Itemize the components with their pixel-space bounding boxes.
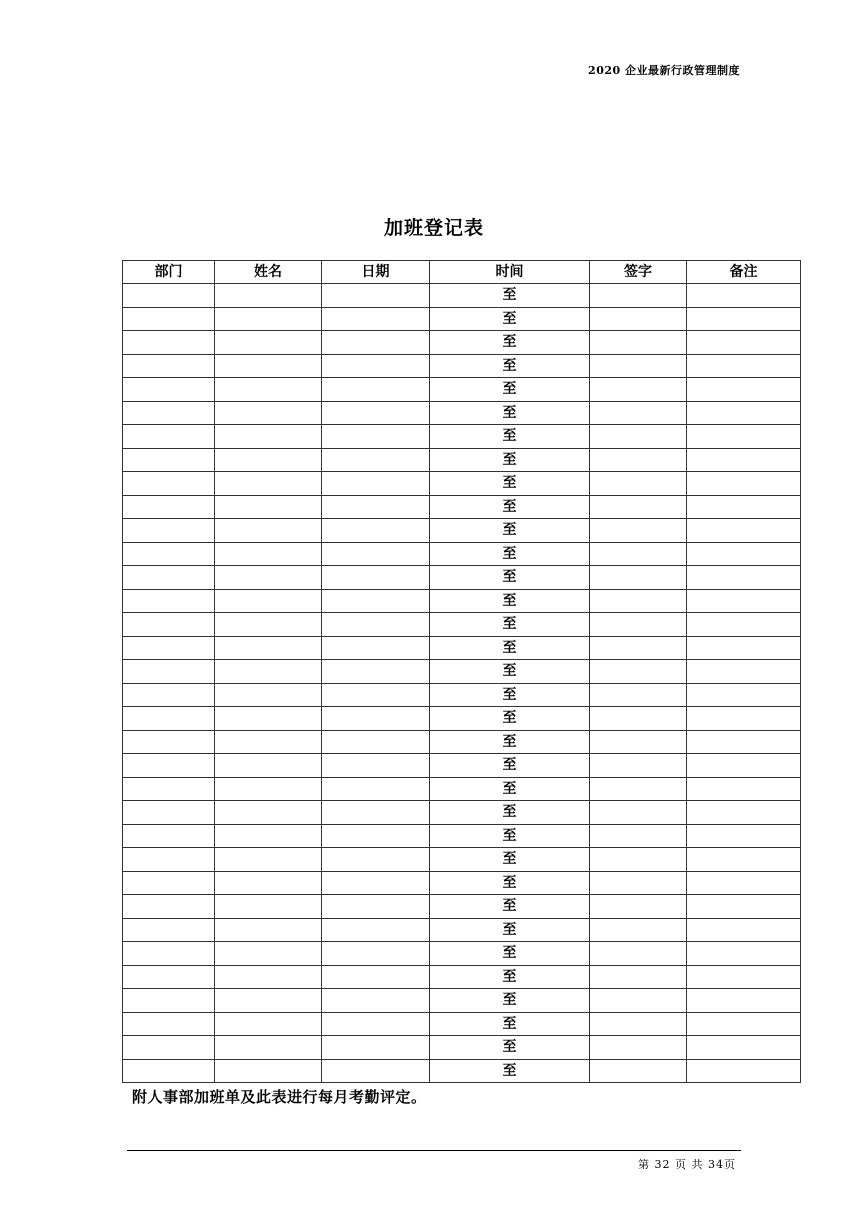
time-separator: 至 bbox=[502, 334, 517, 351]
table-row bbox=[123, 636, 801, 660]
table-row bbox=[123, 448, 801, 472]
table-row bbox=[123, 425, 801, 449]
table-row bbox=[123, 824, 801, 848]
date-cell[interactable] bbox=[322, 801, 430, 825]
time-separator: 至 bbox=[502, 451, 517, 468]
date-cell[interactable] bbox=[322, 707, 430, 731]
department-cell[interactable] bbox=[123, 401, 215, 425]
remarks-cell[interactable] bbox=[687, 1059, 801, 1083]
name-cell[interactable] bbox=[215, 542, 322, 566]
signature-cell[interactable] bbox=[590, 918, 687, 942]
department-cell[interactable] bbox=[123, 848, 215, 872]
remarks-cell[interactable] bbox=[687, 284, 801, 308]
signature-cell[interactable] bbox=[590, 542, 687, 566]
signature-cell[interactable] bbox=[590, 589, 687, 613]
table-row bbox=[123, 495, 801, 519]
remarks-cell[interactable] bbox=[687, 519, 801, 543]
date-cell[interactable] bbox=[322, 519, 430, 543]
signature-cell[interactable] bbox=[590, 1012, 687, 1036]
time-separator: 至 bbox=[502, 757, 517, 774]
time-cell[interactable] bbox=[430, 284, 590, 308]
signature-cell[interactable] bbox=[590, 660, 687, 684]
date-cell[interactable] bbox=[322, 871, 430, 895]
date-cell[interactable] bbox=[322, 284, 430, 308]
time-cell[interactable] bbox=[430, 871, 590, 895]
time-separator: 至 bbox=[502, 475, 517, 492]
remarks-cell[interactable] bbox=[687, 495, 801, 519]
time-cell[interactable] bbox=[430, 918, 590, 942]
department-cell[interactable] bbox=[123, 1012, 215, 1036]
time-cell[interactable] bbox=[430, 965, 590, 989]
table-row bbox=[123, 566, 801, 590]
date-cell[interactable] bbox=[322, 754, 430, 778]
name-cell[interactable] bbox=[215, 354, 322, 378]
signature-cell[interactable] bbox=[590, 284, 687, 308]
time-cell[interactable] bbox=[430, 613, 590, 637]
date-cell[interactable] bbox=[322, 895, 430, 919]
time-separator: 至 bbox=[502, 639, 517, 656]
signature-cell[interactable] bbox=[590, 1059, 687, 1083]
date-cell[interactable] bbox=[322, 660, 430, 684]
signature-cell[interactable] bbox=[590, 707, 687, 731]
remarks-cell[interactable] bbox=[687, 942, 801, 966]
table-row bbox=[123, 1059, 801, 1083]
time-cell[interactable] bbox=[430, 730, 590, 754]
time-separator: 至 bbox=[502, 921, 517, 938]
remarks-cell[interactable] bbox=[687, 589, 801, 613]
table-row bbox=[123, 589, 801, 613]
name-cell[interactable] bbox=[215, 918, 322, 942]
time-separator: 至 bbox=[502, 357, 517, 374]
date-cell[interactable] bbox=[322, 495, 430, 519]
time-separator: 至 bbox=[502, 992, 517, 1009]
time-separator: 至 bbox=[502, 1015, 517, 1032]
name-cell[interactable] bbox=[215, 284, 322, 308]
time-separator: 至 bbox=[502, 498, 517, 515]
date-cell[interactable] bbox=[322, 566, 430, 590]
date-cell[interactable] bbox=[322, 1059, 430, 1083]
department-cell[interactable] bbox=[123, 613, 215, 637]
remarks-cell[interactable] bbox=[687, 1012, 801, 1036]
name-cell[interactable] bbox=[215, 660, 322, 684]
date-cell[interactable] bbox=[322, 613, 430, 637]
time-cell[interactable] bbox=[430, 707, 590, 731]
remarks-cell[interactable] bbox=[687, 989, 801, 1013]
time-cell[interactable] bbox=[430, 942, 590, 966]
table-row bbox=[123, 660, 801, 684]
name-cell[interactable] bbox=[215, 472, 322, 496]
signature-cell[interactable] bbox=[590, 331, 687, 355]
remarks-cell[interactable] bbox=[687, 730, 801, 754]
date-cell[interactable] bbox=[322, 965, 430, 989]
time-cell[interactable] bbox=[430, 448, 590, 472]
signature-cell[interactable] bbox=[590, 989, 687, 1013]
table-row bbox=[123, 1012, 801, 1036]
department-cell[interactable] bbox=[123, 871, 215, 895]
date-cell[interactable] bbox=[322, 542, 430, 566]
column-header-remarks: 备注 bbox=[687, 261, 801, 284]
table-row bbox=[123, 284, 801, 308]
name-cell[interactable] bbox=[215, 448, 322, 472]
table-row bbox=[123, 519, 801, 543]
table-row bbox=[123, 613, 801, 637]
signature-cell[interactable] bbox=[590, 307, 687, 331]
department-cell[interactable] bbox=[123, 472, 215, 496]
name-cell[interactable] bbox=[215, 895, 322, 919]
time-cell[interactable] bbox=[430, 331, 590, 355]
department-cell[interactable] bbox=[123, 566, 215, 590]
remarks-cell[interactable] bbox=[687, 871, 801, 895]
time-separator: 至 bbox=[502, 545, 517, 562]
time-separator: 至 bbox=[502, 663, 517, 680]
department-cell[interactable] bbox=[123, 284, 215, 308]
name-cell[interactable] bbox=[215, 801, 322, 825]
time-cell[interactable] bbox=[430, 754, 590, 778]
name-cell[interactable] bbox=[215, 1059, 322, 1083]
table-row bbox=[123, 378, 801, 402]
date-cell[interactable] bbox=[322, 989, 430, 1013]
column-header-name: 姓名 bbox=[215, 261, 322, 284]
time-cell[interactable] bbox=[430, 519, 590, 543]
time-separator: 至 bbox=[502, 522, 517, 539]
table-row bbox=[123, 918, 801, 942]
time-separator: 至 bbox=[502, 616, 517, 633]
time-separator: 至 bbox=[502, 287, 517, 304]
signature-cell[interactable] bbox=[590, 895, 687, 919]
date-cell[interactable] bbox=[322, 354, 430, 378]
time-cell[interactable] bbox=[430, 425, 590, 449]
department-cell[interactable] bbox=[123, 495, 215, 519]
remarks-cell[interactable] bbox=[687, 354, 801, 378]
table-row bbox=[123, 895, 801, 919]
time-cell[interactable] bbox=[430, 1012, 590, 1036]
signature-cell[interactable] bbox=[590, 683, 687, 707]
name-cell[interactable] bbox=[215, 871, 322, 895]
remarks-cell[interactable] bbox=[687, 965, 801, 989]
name-cell[interactable] bbox=[215, 425, 322, 449]
remarks-cell[interactable] bbox=[687, 754, 801, 778]
time-separator: 至 bbox=[502, 874, 517, 891]
remarks-cell[interactable] bbox=[687, 613, 801, 637]
table-row bbox=[123, 331, 801, 355]
date-cell[interactable] bbox=[322, 824, 430, 848]
time-separator: 至 bbox=[502, 733, 517, 750]
time-separator: 至 bbox=[502, 686, 517, 703]
table-body bbox=[123, 284, 801, 1083]
footer-divider bbox=[127, 1150, 741, 1151]
time-separator: 至 bbox=[502, 1062, 517, 1079]
remarks-cell[interactable] bbox=[687, 918, 801, 942]
signature-cell[interactable] bbox=[590, 942, 687, 966]
name-cell[interactable] bbox=[215, 1036, 322, 1060]
remarks-cell[interactable] bbox=[687, 425, 801, 449]
time-cell[interactable] bbox=[430, 307, 590, 331]
name-cell[interactable] bbox=[215, 965, 322, 989]
time-separator: 至 bbox=[502, 404, 517, 421]
department-cell[interactable] bbox=[123, 448, 215, 472]
name-cell[interactable] bbox=[215, 1012, 322, 1036]
time-separator: 至 bbox=[502, 381, 517, 398]
department-cell[interactable] bbox=[123, 754, 215, 778]
document-title: 加班登记表 bbox=[383, 217, 484, 239]
date-cell[interactable] bbox=[322, 448, 430, 472]
signature-cell[interactable] bbox=[590, 401, 687, 425]
time-separator: 至 bbox=[502, 804, 517, 821]
table-row bbox=[123, 542, 801, 566]
time-cell[interactable] bbox=[430, 824, 590, 848]
table-row bbox=[123, 683, 801, 707]
time-cell[interactable] bbox=[430, 895, 590, 919]
remarks-cell[interactable] bbox=[687, 636, 801, 660]
department-cell[interactable] bbox=[123, 331, 215, 355]
signature-cell[interactable] bbox=[590, 566, 687, 590]
department-cell[interactable] bbox=[123, 942, 215, 966]
remarks-cell[interactable] bbox=[687, 472, 801, 496]
department-cell[interactable] bbox=[123, 378, 215, 402]
name-cell[interactable] bbox=[215, 754, 322, 778]
remarks-cell[interactable] bbox=[687, 566, 801, 590]
date-cell[interactable] bbox=[322, 683, 430, 707]
time-separator: 至 bbox=[502, 569, 517, 586]
time-cell[interactable] bbox=[430, 378, 590, 402]
overtime-register-table bbox=[122, 260, 801, 1083]
name-cell[interactable] bbox=[215, 683, 322, 707]
department-cell[interactable] bbox=[123, 777, 215, 801]
date-cell[interactable] bbox=[322, 942, 430, 966]
remarks-cell[interactable] bbox=[687, 801, 801, 825]
time-cell[interactable] bbox=[430, 542, 590, 566]
remarks-cell[interactable] bbox=[687, 401, 801, 425]
signature-cell[interactable] bbox=[590, 519, 687, 543]
column-header-signature: 签字 bbox=[590, 261, 687, 284]
table-row bbox=[123, 777, 801, 801]
department-cell[interactable] bbox=[123, 589, 215, 613]
department-cell[interactable] bbox=[123, 425, 215, 449]
time-cell[interactable] bbox=[430, 660, 590, 684]
time-separator: 至 bbox=[502, 1039, 517, 1056]
name-cell[interactable] bbox=[215, 307, 322, 331]
department-cell[interactable] bbox=[123, 965, 215, 989]
signature-cell[interactable] bbox=[590, 965, 687, 989]
time-cell[interactable] bbox=[430, 801, 590, 825]
remarks-cell[interactable] bbox=[687, 1036, 801, 1060]
table-row bbox=[123, 871, 801, 895]
date-cell[interactable] bbox=[322, 401, 430, 425]
date-cell[interactable] bbox=[322, 307, 430, 331]
signature-cell[interactable] bbox=[590, 1036, 687, 1060]
signature-cell[interactable] bbox=[590, 354, 687, 378]
name-cell[interactable] bbox=[215, 707, 322, 731]
date-cell[interactable] bbox=[322, 1012, 430, 1036]
signature-cell[interactable] bbox=[590, 801, 687, 825]
department-cell[interactable] bbox=[123, 895, 215, 919]
remarks-cell[interactable] bbox=[687, 848, 801, 872]
signature-cell[interactable] bbox=[590, 730, 687, 754]
remarks-cell[interactable] bbox=[687, 378, 801, 402]
time-cell[interactable] bbox=[430, 848, 590, 872]
name-cell[interactable] bbox=[215, 824, 322, 848]
name-cell[interactable] bbox=[215, 378, 322, 402]
time-separator: 至 bbox=[502, 827, 517, 844]
name-cell[interactable] bbox=[215, 495, 322, 519]
name-cell[interactable] bbox=[215, 989, 322, 1013]
name-cell[interactable] bbox=[215, 730, 322, 754]
remarks-cell[interactable] bbox=[687, 660, 801, 684]
table-row bbox=[123, 472, 801, 496]
time-cell[interactable] bbox=[430, 401, 590, 425]
time-cell[interactable] bbox=[430, 989, 590, 1013]
date-cell[interactable] bbox=[322, 848, 430, 872]
table-row bbox=[123, 707, 801, 731]
date-cell[interactable] bbox=[322, 777, 430, 801]
department-cell[interactable] bbox=[123, 1036, 215, 1060]
time-cell[interactable] bbox=[430, 472, 590, 496]
department-cell[interactable] bbox=[123, 683, 215, 707]
table-row bbox=[123, 848, 801, 872]
page-number: 第 32 页 共 34页 bbox=[638, 1158, 736, 1171]
remarks-cell[interactable] bbox=[687, 307, 801, 331]
table-row bbox=[123, 965, 801, 989]
time-separator: 至 bbox=[502, 968, 517, 985]
time-cell[interactable] bbox=[430, 1036, 590, 1060]
signature-cell[interactable] bbox=[590, 848, 687, 872]
remarks-cell[interactable] bbox=[687, 777, 801, 801]
table-row bbox=[123, 942, 801, 966]
time-separator: 至 bbox=[502, 310, 517, 327]
remarks-cell[interactable] bbox=[687, 707, 801, 731]
name-cell[interactable] bbox=[215, 566, 322, 590]
remarks-cell[interactable] bbox=[687, 824, 801, 848]
signature-cell[interactable] bbox=[590, 871, 687, 895]
signature-cell[interactable] bbox=[590, 613, 687, 637]
name-cell[interactable] bbox=[215, 848, 322, 872]
signature-cell[interactable] bbox=[590, 777, 687, 801]
table-row bbox=[123, 989, 801, 1013]
signature-cell[interactable] bbox=[590, 495, 687, 519]
department-cell[interactable] bbox=[123, 519, 215, 543]
department-cell[interactable] bbox=[123, 307, 215, 331]
time-cell[interactable] bbox=[430, 495, 590, 519]
time-cell[interactable] bbox=[430, 636, 590, 660]
department-cell[interactable] bbox=[123, 636, 215, 660]
time-cell[interactable] bbox=[430, 354, 590, 378]
table-row bbox=[123, 401, 801, 425]
name-cell[interactable] bbox=[215, 636, 322, 660]
table-row bbox=[123, 1036, 801, 1060]
signature-cell[interactable] bbox=[590, 636, 687, 660]
table-row bbox=[123, 754, 801, 778]
date-cell[interactable] bbox=[322, 636, 430, 660]
time-cell[interactable] bbox=[430, 683, 590, 707]
department-cell[interactable] bbox=[123, 707, 215, 731]
date-cell[interactable] bbox=[322, 472, 430, 496]
signature-cell[interactable] bbox=[590, 824, 687, 848]
date-cell[interactable] bbox=[322, 918, 430, 942]
department-cell[interactable] bbox=[123, 801, 215, 825]
name-cell[interactable] bbox=[215, 401, 322, 425]
date-cell[interactable] bbox=[322, 1036, 430, 1060]
date-cell[interactable] bbox=[322, 589, 430, 613]
name-cell[interactable] bbox=[215, 777, 322, 801]
time-separator: 至 bbox=[502, 710, 517, 727]
signature-cell[interactable] bbox=[590, 425, 687, 449]
name-cell[interactable] bbox=[215, 613, 322, 637]
table-row bbox=[123, 730, 801, 754]
time-cell[interactable] bbox=[430, 777, 590, 801]
signature-cell[interactable] bbox=[590, 448, 687, 472]
department-cell[interactable] bbox=[123, 1059, 215, 1083]
department-cell[interactable] bbox=[123, 824, 215, 848]
department-cell[interactable] bbox=[123, 542, 215, 566]
footnote-text: 附人事部加班单及此表进行每月考勤评定。 bbox=[132, 1088, 427, 1106]
date-cell[interactable] bbox=[322, 378, 430, 402]
remarks-cell[interactable] bbox=[687, 448, 801, 472]
time-cell[interactable] bbox=[430, 566, 590, 590]
name-cell[interactable] bbox=[215, 589, 322, 613]
time-cell[interactable] bbox=[430, 589, 590, 613]
date-cell[interactable] bbox=[322, 331, 430, 355]
column-header-department: 部门 bbox=[123, 261, 215, 284]
date-cell[interactable] bbox=[322, 425, 430, 449]
time-separator: 至 bbox=[502, 592, 517, 609]
remarks-cell[interactable] bbox=[687, 895, 801, 919]
department-cell[interactable] bbox=[123, 354, 215, 378]
time-separator: 至 bbox=[502, 428, 517, 445]
time-separator: 至 bbox=[502, 851, 517, 868]
remarks-cell[interactable] bbox=[687, 683, 801, 707]
running-header-title: 2020 企业最新行政管理制度 bbox=[588, 64, 740, 77]
department-cell[interactable] bbox=[123, 989, 215, 1013]
column-header-time: 时间 bbox=[430, 261, 590, 284]
signature-cell[interactable] bbox=[590, 754, 687, 778]
name-cell[interactable] bbox=[215, 519, 322, 543]
name-cell[interactable] bbox=[215, 942, 322, 966]
time-separator: 至 bbox=[502, 898, 517, 915]
table-row bbox=[123, 307, 801, 331]
date-cell[interactable] bbox=[322, 730, 430, 754]
signature-cell[interactable] bbox=[590, 472, 687, 496]
department-cell[interactable] bbox=[123, 660, 215, 684]
time-cell[interactable] bbox=[430, 1059, 590, 1083]
table-row bbox=[123, 354, 801, 378]
name-cell[interactable] bbox=[215, 331, 322, 355]
signature-cell[interactable] bbox=[590, 378, 687, 402]
department-cell[interactable] bbox=[123, 918, 215, 942]
table-header-row bbox=[123, 261, 801, 284]
remarks-cell[interactable] bbox=[687, 542, 801, 566]
column-header-date: 日期 bbox=[322, 261, 430, 284]
remarks-cell[interactable] bbox=[687, 331, 801, 355]
table-row bbox=[123, 801, 801, 825]
time-separator: 至 bbox=[502, 780, 517, 797]
department-cell[interactable] bbox=[123, 730, 215, 754]
time-separator: 至 bbox=[502, 945, 517, 962]
